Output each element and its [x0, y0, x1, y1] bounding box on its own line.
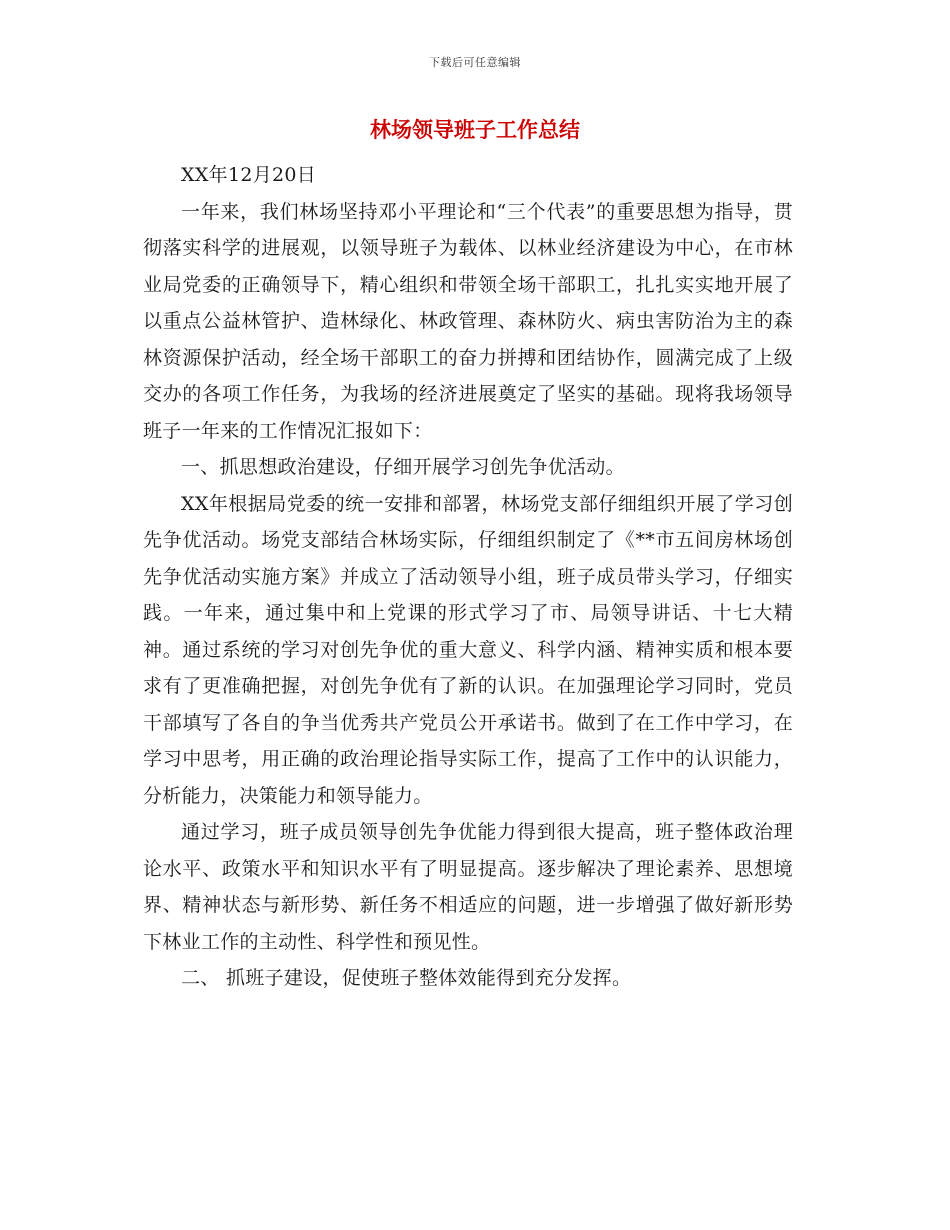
body-paragraph: XX年根据局党委的统一安排和部署，林场党支部仔细组织开展了学习创先争优活动。场党支部结合林场实际，仔细组织制定了《**市五间房林场创先争优活动实施方案》并成立了活动领导小组，班子成员带头学习，仔细实践。一年来，通过集中和上党课的形式学习了市、局领导讲话、十七大精神。通过系统的学习对创先争优的重大意义、科学内涵、精神实质和根本要求有了更准确把握，对创先争优有了新的认识。在加强理论学习同时，党员干部填写了各自的争当优秀共产党员公开承诺书。做到了在工作中学习，在学习中思考，用正确的政治理论指导实际工作，提高了工作中的认识能力，分析能力，决策能力和领导能力。 — [143, 492, 793, 807]
section-heading-1: 一、抓思想政治建设，仔细开展学习创先争优活动。 — [181, 456, 625, 478]
body-paragraph: 通过学习，班子成员领导创先争优能力得到很大提高，班子整体政治理论水平、政策水平和知识水平有了明显提高。逐步解决了理论素养、思想境界、精神状态与新形势、新任务不相适应的问题，进一步增强了做好新形势下林业工作的主动性、科学性和预见性。 — [143, 821, 793, 953]
intro-paragraph: 一年来，我们林场坚持邓小平理论和“三个代表”的重要思想为指导，贯彻落实科学的进展观，以领导班子为载体、以林业经济建设为中心，在市林业局党委的正确领导下，精心组织和带领全场干部职工，扎扎实实地开展了以重点公益林管护、造林绿化、林政管理、森林防火、病虫害防治为主的森林资源保护活动，经全场干部职工的奋力拼搏和团结协作，圆满完成了上级交办的各项工作任务，为我场的经济进展奠定了坚实的基础。现将我场领导班子一年来的工作情况汇报如下： — [143, 200, 793, 442]
date-line: XX年12月20日 — [181, 164, 317, 186]
document-body — [143, 157, 793, 997]
document-title: 林场领导班子工作总结 — [370, 118, 580, 142]
section-heading-2: 二、 抓班子建设，促使班子整体效能得到充分发挥。 — [181, 967, 632, 989]
page-header-note: 下载后可任意编辑 — [429, 56, 521, 69]
